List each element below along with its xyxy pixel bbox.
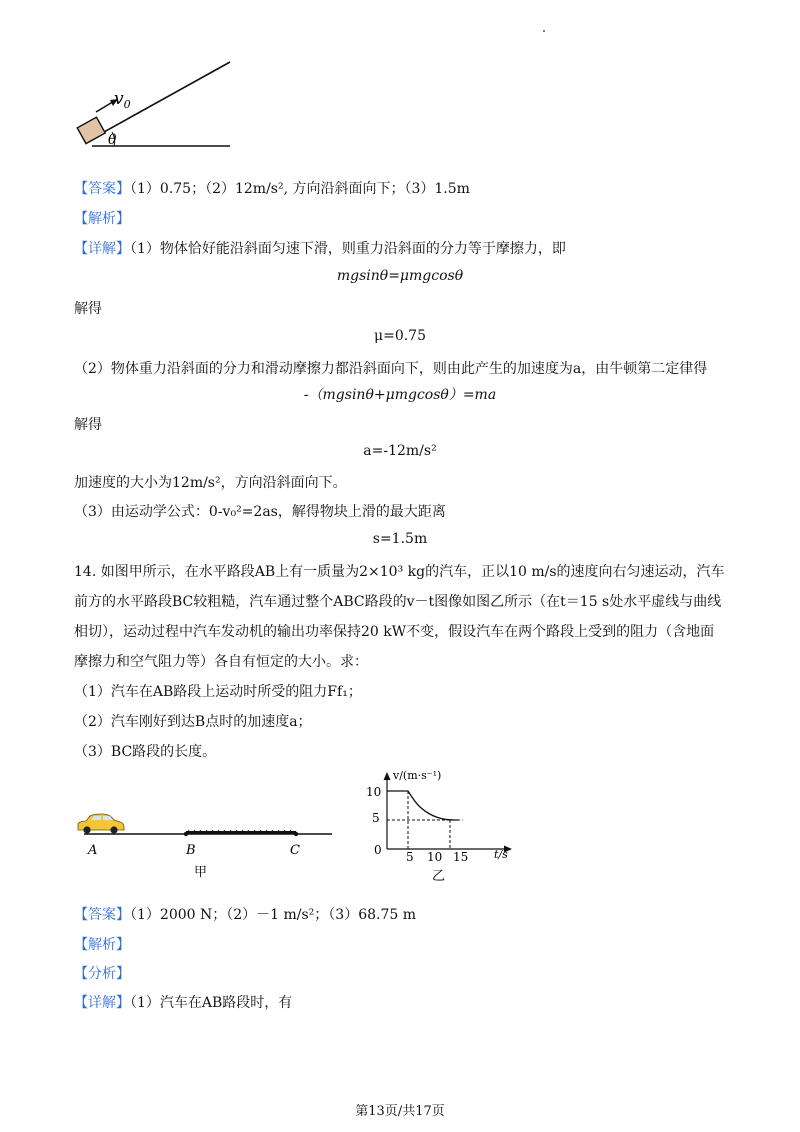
y-axis-label: v/(m·s⁻¹) [393, 769, 442, 782]
x-tick-15: 15 [453, 850, 469, 864]
q14-answer: 【答案】（1）2000 N；（2）－1 m/s²；（3）68.75 m [74, 907, 417, 923]
q13-eq-1: mgsinθ=μmgcosθ [336, 268, 464, 284]
q14-stem-1: 14. 如图甲所示，在水平路段AB上有一质量为2×10³ kg的汽车，正以10 m/s的速度向右匀速运动，汽车 [74, 564, 725, 580]
q13-detail-2: （2）物体重力沿斜面的分力和滑动摩擦力都沿斜面向下，则由此产生的加速度为a，由牛顿第二定律得 [74, 361, 708, 377]
q14-analysis-tag: 【解析】 [74, 937, 130, 953]
incline-line [86, 62, 230, 142]
q13-accel-text: 加速度的大小为12m/s²，方向沿斜面向下。 [74, 475, 347, 491]
q14-stem-4: 摩擦力和空气阻力等）各自有恒定的大小。求： [74, 654, 368, 670]
q13-eq-5: s=1.5m [372, 531, 428, 547]
x-tick-5: 5 [406, 850, 414, 864]
stray-dot [543, 30, 545, 32]
q14-fenxi-tag: 【分析】 [74, 966, 130, 982]
q13-detail-1: 【详解】（1）物体恰好能沿斜面匀速下滑，则重力沿斜面的分力等于摩擦力，即 [74, 241, 566, 257]
q14-sub-2: （2）汽车刚好到达B点时的加速度a； [74, 714, 312, 730]
q14-detail-1: 【详解】（1）汽车在AB路段时，有 [74, 995, 293, 1011]
q14-stem-3: 相切），运动过程中汽车发动机的输出功率保持20 kW不变，假设汽车在两个路段上受到的阻力（含地面 [74, 624, 715, 640]
vt-graph [360, 764, 520, 884]
q13-answer: 【答案】（1）0.75；（2）12m/s², 方向沿斜面向下；（3）1.5m [74, 181, 470, 197]
incline-figure [70, 58, 240, 152]
road-figure [70, 808, 340, 880]
label-c: C [290, 843, 300, 858]
car-icon [78, 814, 124, 834]
q14-sub-1: （1）汽车在AB路段上运动时所受的阻力Ff₁； [74, 684, 362, 700]
q13-solve-1: 解得 [74, 301, 102, 317]
y-tick-10: 10 [366, 785, 382, 799]
q13-eq-4: a=-12m/s² [363, 443, 437, 459]
q13-eq-3: -（mgsinθ+μmgcosθ）=ma [303, 387, 497, 403]
vt-curve [387, 791, 458, 820]
page-footer: 第13页/共17页 [355, 1104, 445, 1119]
x-axis-label: t/s [494, 848, 508, 861]
q13-solve-2: 解得 [74, 417, 102, 433]
y-tick-5: 5 [372, 811, 380, 825]
block [77, 117, 105, 143]
q13-eq-2: μ=0.75 [373, 328, 426, 344]
q14-stem-2: 前方的水平路段BC较粗糙，汽车通过整个ABC路段的v－t图像如图乙所示（在t＝15 s处水平虚线与曲线 [74, 594, 722, 610]
point-b [184, 832, 188, 836]
q14-sub-3: （3）BC路段的长度。 [74, 744, 217, 760]
point-c [294, 832, 298, 836]
answer-tag: 【答案】 [74, 181, 130, 197]
v0-label: $v_0$ [114, 89, 131, 111]
caption-yi: 乙 [432, 869, 446, 884]
x-tick-10: 10 [427, 850, 443, 864]
label-b: B [186, 843, 196, 858]
label-a: A [88, 843, 98, 858]
y-axis-arrow [384, 772, 391, 780]
theta-label: θ [108, 132, 117, 148]
q13-analysis-tag: 【解析】 [74, 211, 130, 227]
q13-detail-3: （3）由运动学公式：0-v₀²=2as，解得物块上滑的最大距离 [74, 504, 446, 520]
origin-label: 0 [374, 843, 382, 857]
caption-jia: 甲 [194, 865, 208, 880]
